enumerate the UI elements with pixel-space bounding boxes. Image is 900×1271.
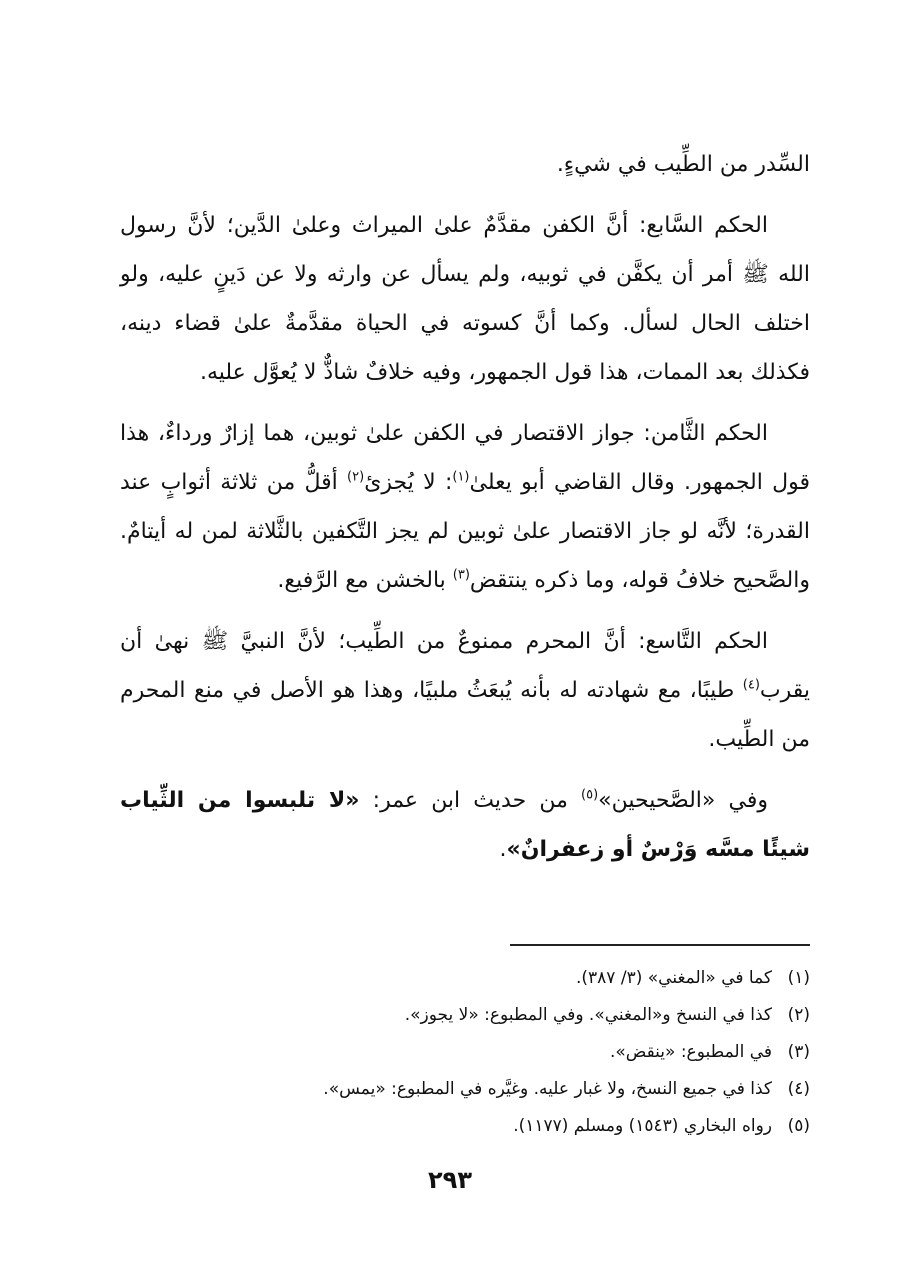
footnote-text: في المطبوع: «ينقض». bbox=[609, 1042, 772, 1062]
footnote-number: (٥) bbox=[787, 1116, 810, 1136]
paragraph-text: : لا يُجزئ bbox=[364, 470, 453, 495]
footnote-ref[interactable]: (٣) bbox=[452, 567, 470, 583]
paragraph-text: الحكم السَّابع: أنَّ الكفن مقدَّمٌ علىٰ الميراث وعلىٰ الدَّين؛ لأنَّ رسول الله ﷺ أمر أن يكفَّن في ثوبيه، ولم يسأل عن وارثه ولا عن دَينٍ عليه، ولو اختلف الحال لسأل. وكما أنَّ كسوته في الحياة مقدَّمةٌ علىٰ قضاء دينه، فكذلك بعد الممات، هذا قول الجمهور، وفيه خلافٌ شاذٌّ لا يُعوَّل عليه. bbox=[120, 213, 810, 385]
footnote-divider bbox=[510, 944, 810, 946]
paragraph-text: من حديث ابن عمر: bbox=[359, 788, 581, 813]
paragraph-ruling-seven bbox=[120, 201, 810, 397]
paragraph-text: الحكم التَّاسع: أنَّ المحرم ممنوعٌ من الطِّيب؛ لأنَّ النبيَّ ﷺ نهىٰ أن يقرب bbox=[120, 629, 810, 703]
footnote-text: كذا في النسخ و«المغني». وفي المطبوع: «لا يجوز». bbox=[404, 1005, 772, 1025]
footnotes bbox=[120, 960, 810, 1145]
paragraph-text: طيبًا، مع شهادته له بأنه يُبعَثُ ملبيًا، وهذا هو الأصل في منع المحرم من الطِّيب. bbox=[120, 678, 810, 752]
paragraph-text: أقلُّ من ثلاثة أثوابٍ عند القدرة؛ لأنَّه لو جاز الاقتصار علىٰ ثوبين لم يجز التَّكفين بالثَّلاثة لمن له أيتامٌ. والصَّحيح خلافُ قوله، وما ذكره ينتقض bbox=[120, 470, 810, 593]
footnote-text: كذا في جميع النسخ، ولا غبار عليه. وغيَّره في المطبوع: «يمس». bbox=[323, 1079, 772, 1099]
paragraph-text: الحكم الثَّامن: جواز الاقتصار في الكفن علىٰ ثوبين، هما إزارٌ ورداءٌ، هذا قول الجمهور. وقال القاضي أبو يعلىٰ bbox=[120, 421, 810, 495]
footnote-item bbox=[120, 1034, 810, 1071]
footnote-item bbox=[120, 960, 810, 997]
paragraph-sahihayn bbox=[120, 776, 810, 874]
footnote-number: (٤) bbox=[787, 1079, 810, 1099]
paragraph-text: . bbox=[499, 837, 507, 862]
paragraph-text: وفي «الصَّحيحين» bbox=[598, 788, 768, 813]
footnote-number: (٢) bbox=[787, 1005, 810, 1025]
footnote-ref[interactable]: (٥) bbox=[581, 787, 599, 803]
footnote-item bbox=[120, 1108, 810, 1145]
page-number: ٢٩٣ bbox=[428, 1166, 472, 1194]
footnote-text: كما في «المغني» (٣/ ٣٨٧). bbox=[575, 968, 772, 988]
footnote-item bbox=[120, 1071, 810, 1108]
footnote-number: (٣) bbox=[787, 1042, 810, 1062]
paragraph-ruling-nine bbox=[120, 617, 810, 764]
footnote-number: (١) bbox=[787, 968, 810, 988]
hadith-quote: «لا تلبسوا من الثِّياب شيئًا مسَّه وَرْسٌ أو زعفرانٌ» bbox=[120, 788, 810, 862]
main-text bbox=[120, 140, 810, 886]
paragraph-text: بالخشن مع الرَّفيع. bbox=[277, 568, 453, 593]
footnote-text: رواه البخاري (١٥٤٣) ومسلم (١١٧٧). bbox=[513, 1116, 772, 1136]
footnote-ref[interactable]: (١) bbox=[452, 469, 470, 485]
paragraph-text: السِّدر من الطِّيب في شيءٍ. bbox=[556, 152, 810, 177]
footnote-item bbox=[120, 997, 810, 1034]
footnote-ref[interactable]: (٢) bbox=[347, 469, 365, 485]
footnote-ref[interactable]: (٤) bbox=[742, 677, 760, 693]
paragraph-ruling-eight bbox=[120, 409, 810, 605]
paragraph-continuation bbox=[120, 140, 810, 189]
